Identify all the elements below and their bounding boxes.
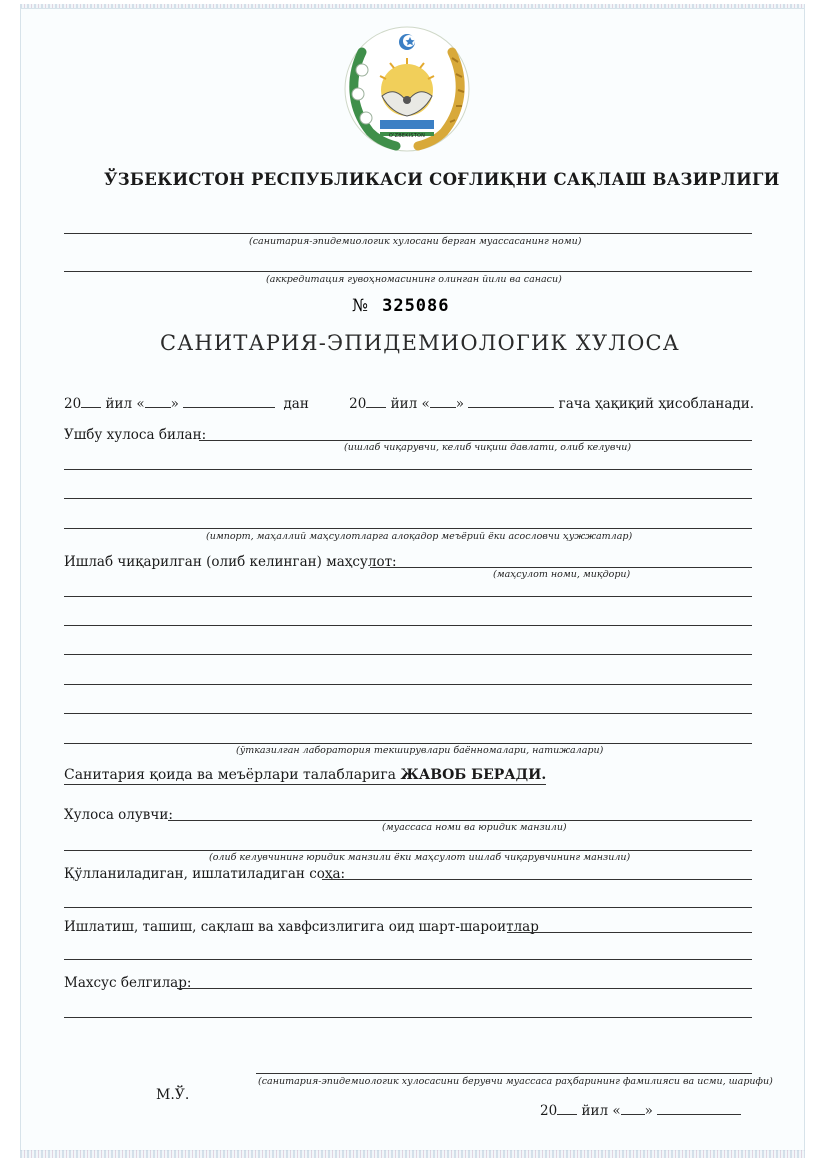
- emblem-ribbon-text: O'ZBEKISTON: [388, 133, 426, 139]
- conditions-line[interactable]: [507, 932, 752, 933]
- product-line-6[interactable]: [64, 713, 752, 714]
- document-title: САНИТАРИЯ-ЭПИДЕМИОЛОГИК ХУЛОСА: [160, 331, 680, 355]
- recipient-label: Хулоса олувчи:: [64, 807, 173, 823]
- special-marks-line-2[interactable]: [64, 1017, 752, 1018]
- certificate-number: [352, 296, 450, 316]
- by-this-line-3[interactable]: [64, 498, 752, 499]
- number-sign: №: [352, 296, 369, 316]
- institution-caption: (санитария-эпидемиологик хулосани берган муассасанинг номи): [249, 236, 582, 247]
- product-line[interactable]: [370, 567, 752, 568]
- lab-results-line[interactable]: [64, 743, 752, 744]
- recipient-line[interactable]: [168, 820, 752, 821]
- conditions-label: Ишлатиш, ташиш, сақлаш ва хавфсизлигига оид шарт-шароитлар: [64, 919, 539, 935]
- from-year-blank[interactable]: [81, 395, 101, 408]
- importer-caption: (олиб келувчининг юридик манзили ёки маҳсулот ишлаб чиқарувчининг манзили): [209, 852, 631, 863]
- bottom-security-strip: [20, 1150, 805, 1158]
- accreditation-caption: (аккредитация гувоҳномасининг олинган йили ва санаси): [266, 274, 562, 285]
- footer-date: 20 йил « »: [540, 1102, 741, 1119]
- scope-line[interactable]: [322, 879, 752, 880]
- to-day-blank[interactable]: [430, 395, 456, 408]
- scope-line-2[interactable]: [64, 907, 752, 908]
- head-signature-line[interactable]: [256, 1073, 752, 1074]
- by-this-line[interactable]: [199, 440, 752, 441]
- footer-month-blank[interactable]: [657, 1102, 741, 1115]
- number-value: 325086: [382, 296, 450, 316]
- accreditation-line[interactable]: [64, 271, 752, 272]
- documents-caption: (импорт, маҳаллий маҳсулотларга алоқадор меъёрий ёки асословчи ҳужжатлар): [206, 531, 633, 542]
- product-caption: (маҳсулот номи, миқдори): [493, 569, 631, 580]
- validity-row: 20 йил « » дан 20 йил « » гача ҳақиқий ҳисобланади.: [64, 396, 755, 412]
- institution-line[interactable]: [64, 233, 752, 234]
- head-caption: (санитария-эпидемиологик хулосасини берувчи муассаса раҳбарининг фамилияси ва исми, шарифи): [258, 1076, 773, 1087]
- product-line-5[interactable]: [64, 684, 752, 685]
- to-year-blank[interactable]: [366, 395, 386, 408]
- from-day-blank[interactable]: [145, 395, 171, 408]
- ministry-title: ЎЗБЕКИСТОН РЕСПУБЛИКАСИ СОҒЛИҚНИ САҚЛАШ ВАЗИРЛИГИ: [104, 170, 780, 189]
- scope-label: Қўлланиладиган, ишлатиладиган соҳа:: [64, 866, 346, 882]
- recipient-caption: (муассаса номи ва юридик манзили): [382, 822, 567, 833]
- product-line-4[interactable]: [64, 654, 752, 655]
- from-month-blank[interactable]: [183, 395, 275, 408]
- importer-address-line[interactable]: [64, 850, 752, 851]
- to-month-blank[interactable]: [468, 395, 554, 408]
- state-emblem: [340, 22, 474, 156]
- special-marks-label: Махсус белгилар:: [64, 975, 192, 991]
- footer-year-blank[interactable]: [557, 1102, 577, 1115]
- documents-line[interactable]: [64, 528, 752, 529]
- product-line-2[interactable]: [64, 596, 752, 597]
- stamp-place-label: М.Ў.: [156, 1087, 190, 1103]
- by-this-label: Ушбу хулоса билан:: [64, 427, 207, 443]
- product-line-3[interactable]: [64, 625, 752, 626]
- conditions-line-2[interactable]: [64, 959, 752, 960]
- product-label: Ишлаб чиқарилган (олиб келинган) маҳсулот:: [64, 554, 397, 570]
- by-this-line-2[interactable]: [64, 469, 752, 470]
- lab-results-caption: (ўтказилган лаборатория текширувлари баённомалари, натижалари): [236, 745, 604, 756]
- special-marks-line[interactable]: [177, 988, 752, 989]
- compliance-statement: Санитария қоида ва меъёрлари талабларига ЖАВОБ БЕРАДИ.: [64, 767, 547, 783]
- by-this-caption: (ишлаб чиқарувчи, келиб чиқиш давлати, олиб келувчи): [344, 442, 632, 453]
- footer-day-blank[interactable]: [621, 1102, 645, 1115]
